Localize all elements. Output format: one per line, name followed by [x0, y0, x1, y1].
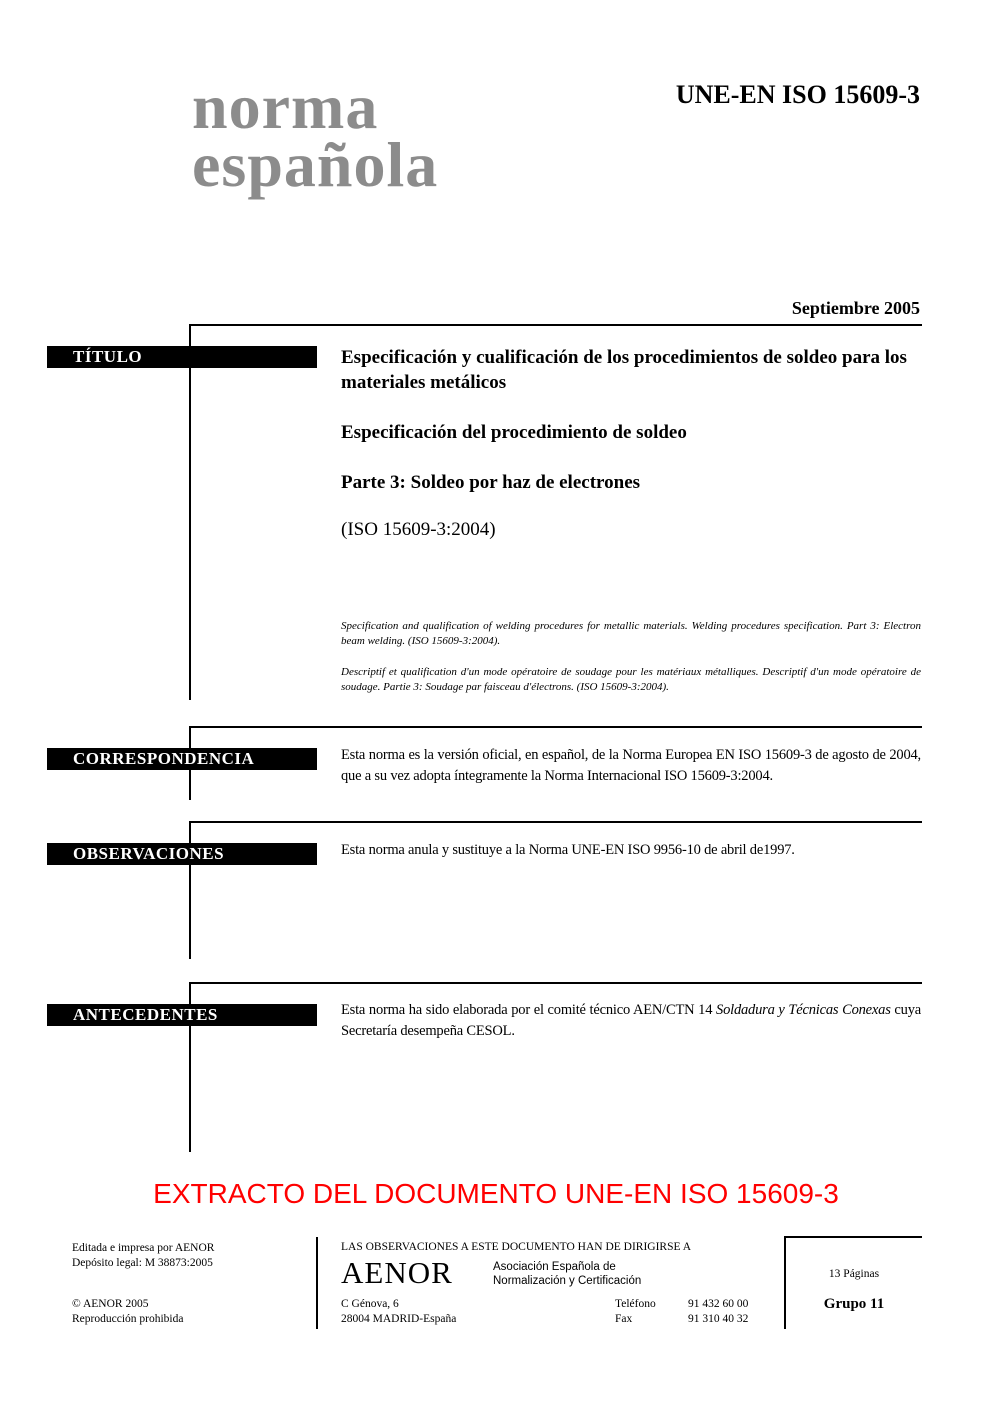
antecedentes-text-after: cuya Secretaría desempeña CESOL.: [341, 1002, 921, 1039]
standard-code: UNE-EN ISO 15609-3: [675, 80, 920, 109]
section-label-correspondencia: CORRESPONDENCIA: [47, 748, 317, 770]
price-group: Grupo 11: [823, 1296, 885, 1312]
page-count: 13 Páginas: [828, 1268, 880, 1280]
section-divider: [189, 982, 922, 984]
correspondencia-text: Esta norma es la versión oficial, en español, de la Norma Europea EN ISO 15609-3 de agosto de 2004, que a su vez adopta íntegramente la Norma Internacional ISO 15609-3:2004.: [341, 747, 921, 784]
footer-edition: [72, 1241, 214, 1271]
contact-numbers: [688, 1297, 748, 1327]
fax-label: Fax: [615, 1313, 633, 1325]
reproduction-notice: Reproducción prohibida: [72, 1313, 184, 1325]
pages-box-left-rule: [784, 1236, 786, 1329]
org-name-line-1: Asociación Española de: [493, 1261, 616, 1273]
section-vertical-rule: [189, 324, 191, 700]
section-label-observaciones: OBSERVACIONES: [47, 843, 317, 865]
subtitle: Especificación del procedimiento de soldeo: [341, 422, 687, 443]
french-title: Descriptif et qualification d'un mode opératoire de soudage pour les matériaux métalliques. Descriptif d'un mode opératoire de soudage. Partie 3: Soudage par faisceau d'électrons. (ISO 15609-3:2004).: [341, 666, 921, 693]
section-divider: [189, 324, 922, 326]
copyright: © AENOR 2005: [72, 1298, 149, 1310]
iso-reference: (ISO 15609-3:2004): [341, 519, 496, 540]
address-line-2: 28004 MADRID-España: [341, 1313, 457, 1325]
titulo-content: [341, 345, 921, 541]
aenor-logo: AENOR: [341, 1255, 453, 1290]
section-label-titulo: TÍTULO: [47, 346, 317, 368]
footer-copyright: [72, 1297, 183, 1327]
footer-divider: [316, 1237, 318, 1329]
org-name: [493, 1260, 641, 1288]
edited-by: Editada e impresa por AENOR: [72, 1242, 215, 1254]
part-title: Parte 3: Soldeo por haz de electrones: [341, 472, 641, 493]
section-divider: [189, 821, 922, 823]
address-line-1: C Génova, 6: [341, 1298, 399, 1310]
antecedentes-text-before: Esta norma ha sido elaborada por el comité técnico AEN/CTN 14: [341, 1002, 717, 1018]
section-label-antecedentes: ANTECEDENTES: [47, 1004, 317, 1026]
phone-label: Teléfono: [615, 1298, 656, 1310]
observations-notice: LAS OBSERVACIONES A ESTE DOCUMENTO HAN DE DIRIGIRSE A: [341, 1241, 692, 1253]
address: [341, 1297, 456, 1327]
extract-notice: EXTRACTO DEL DOCUMENTO UNE-EN ISO 15609-3: [153, 1178, 839, 1209]
publication-date: Septiembre 2005: [791, 298, 920, 318]
brand-line-2: española: [192, 129, 439, 200]
committee-name: Soldadura y Técnicas Conexas: [716, 1002, 891, 1018]
contact-labels: [615, 1297, 656, 1327]
pages-box-top-rule: [784, 1236, 922, 1238]
section-vertical-rule: [189, 821, 191, 959]
english-title: Specification and qualification of welding procedures for metallic materials. Welding procedures specification. Part 3: Electron beam welding. (ISO 15609-3:2004).: [341, 620, 921, 647]
phone-number: 91 432 60 00: [688, 1298, 749, 1310]
fax-number: 91 310 40 32: [688, 1313, 749, 1325]
section-divider: [189, 726, 922, 728]
antecedentes-text: [341, 1000, 921, 1042]
brand-title: [192, 71, 439, 200]
legal-deposit: Depósito legal: M 38873:2005: [72, 1257, 213, 1269]
main-title: Especificación y cualificación de los procedimientos de soldeo para los materiales metálicos: [341, 347, 907, 393]
brand-line-1: norma: [192, 71, 379, 142]
org-name-line-2: Normalización y Certificación: [493, 1275, 642, 1287]
observaciones-text: Esta norma anula y sustituye a la Norma UNE-EN ISO 9956-10 de abril de1997.: [341, 842, 795, 858]
